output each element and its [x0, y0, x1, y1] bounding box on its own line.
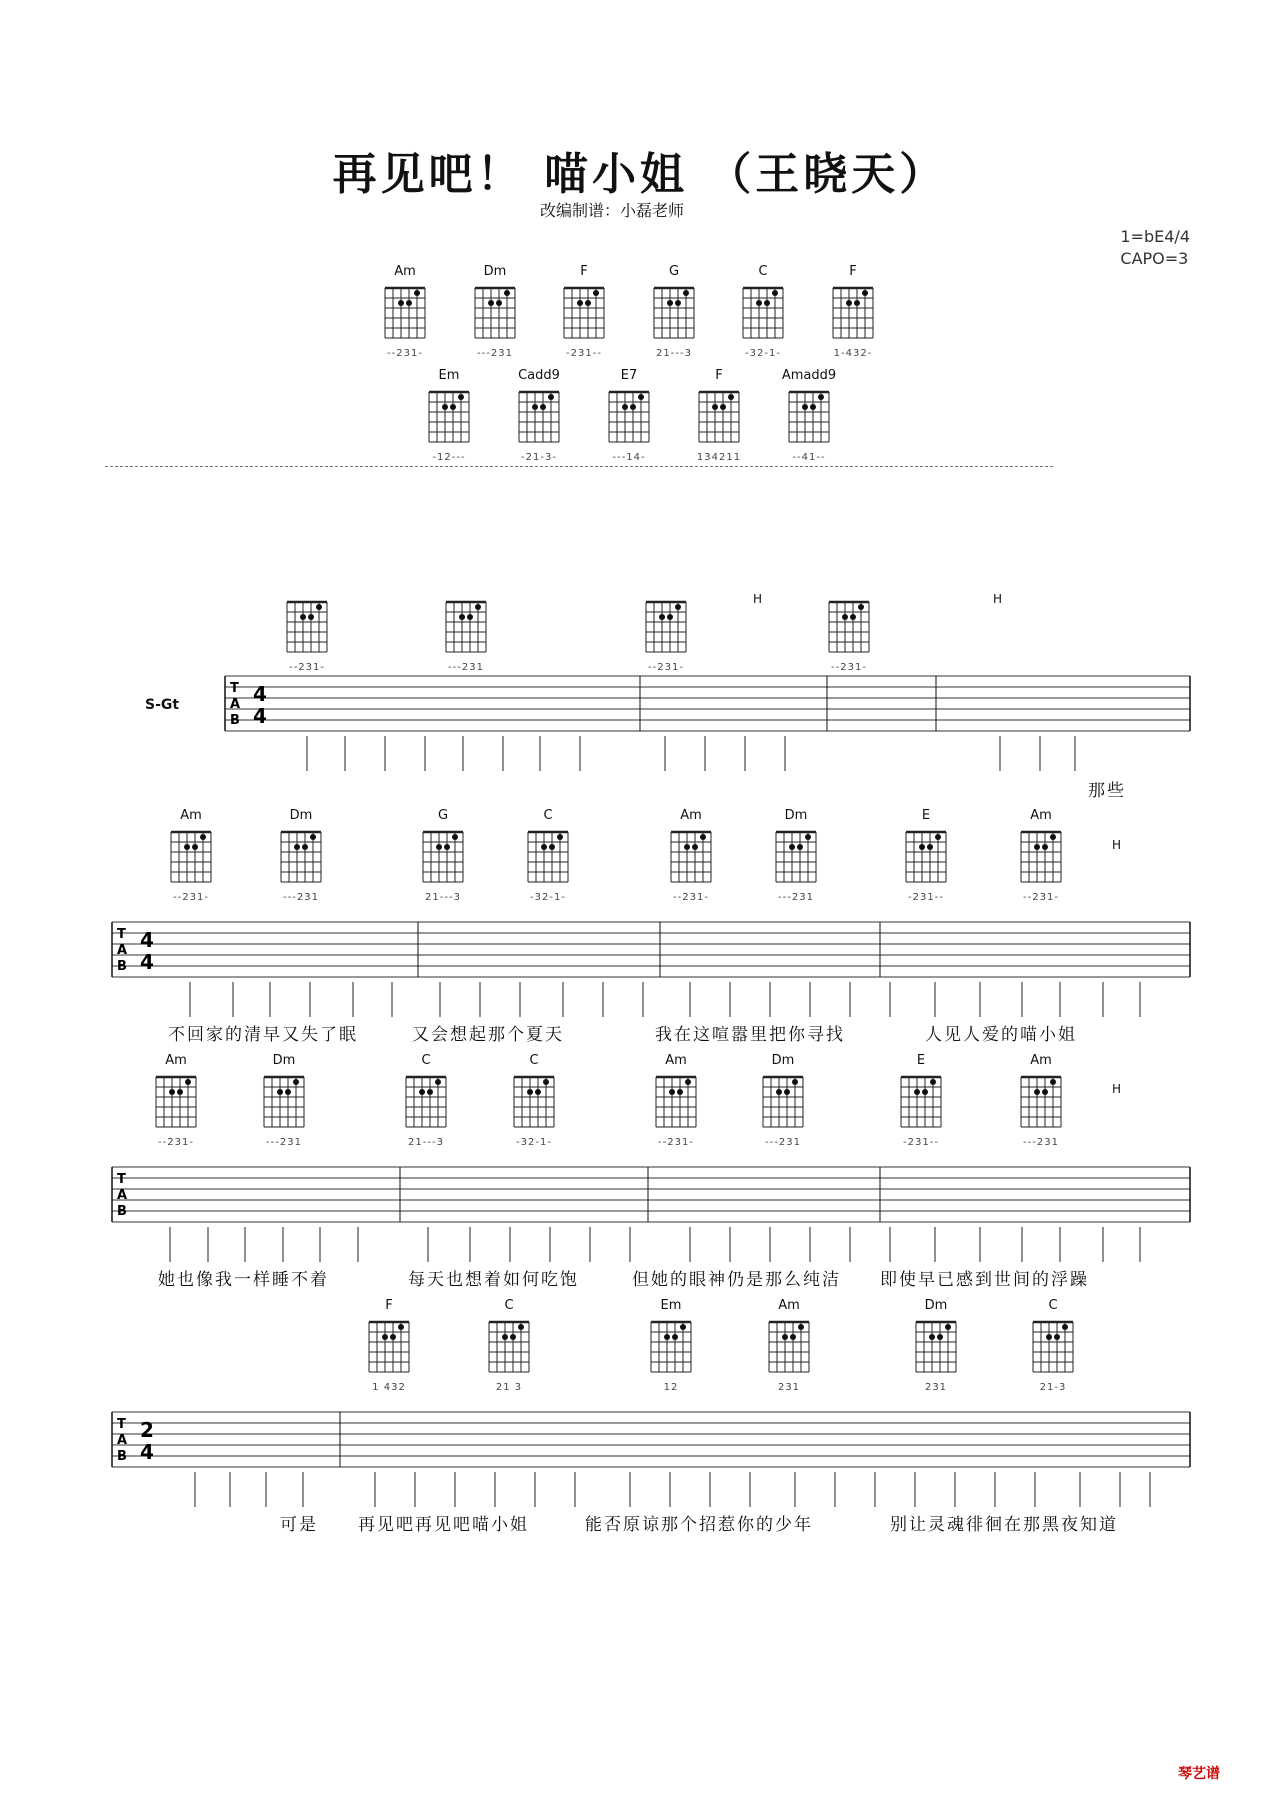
- chord-diagram: [395, 1053, 457, 1148]
- chord-diagram: [418, 368, 480, 463]
- chord-name: C: [421, 1053, 431, 1068]
- chord-fingering: 21 3: [495, 1382, 523, 1393]
- chord-grid: [400, 1069, 452, 1133]
- chord-grid: [910, 1314, 962, 1378]
- chord-name: F: [715, 368, 723, 383]
- chord-fingering: --41--: [792, 452, 826, 463]
- chord-fingering: ---231: [765, 1137, 801, 1148]
- chord-fingering: 134211: [696, 452, 742, 463]
- chord-grid: [763, 1314, 815, 1378]
- chord-diagram: [598, 368, 660, 463]
- chord-name: Cadd9: [518, 368, 560, 383]
- chord-grid: [281, 594, 333, 658]
- chord-name: E: [921, 808, 931, 823]
- chord-fingering: --231-: [158, 1137, 194, 1148]
- chord-grid: [757, 1069, 809, 1133]
- chord-grid: [423, 384, 475, 448]
- chord-grid: [665, 824, 717, 888]
- chord-name: F: [849, 264, 857, 279]
- lyric-line: 那些: [1088, 781, 1126, 801]
- chord-name: Dm: [483, 264, 507, 279]
- chord-grid: [1015, 1069, 1067, 1133]
- chord-name: Em: [660, 1298, 682, 1313]
- chord-diagram: [643, 264, 705, 359]
- chord-fingering: --231-: [673, 892, 709, 903]
- chord-diagram: [890, 1053, 952, 1148]
- svg-text:4: 4: [253, 704, 267, 728]
- chord-grid: [483, 1314, 535, 1378]
- chord-grid: [737, 280, 789, 344]
- chord-diagram: [160, 808, 222, 903]
- chord-name: Am: [180, 808, 202, 823]
- chord-grid: [558, 280, 610, 344]
- svg-text:T: T: [117, 927, 126, 942]
- chord-grid: [513, 384, 565, 448]
- chord-fingering: 231: [777, 1382, 801, 1393]
- section-divider: [105, 466, 1053, 467]
- chord-diagram: [517, 808, 579, 903]
- lyric-line: 人见人爱的喵小姐: [925, 1025, 1077, 1045]
- chord-fingering: --231-: [831, 662, 867, 673]
- chord-grid: [900, 824, 952, 888]
- chord-grid: [469, 280, 521, 344]
- chord-diagram: [270, 808, 332, 903]
- chord-diagram: [778, 368, 840, 463]
- page-title: 再见吧！ 喵小姐 （王晓天）: [332, 149, 948, 200]
- hammer-marker: H: [753, 592, 763, 606]
- chord-name: Am: [394, 264, 416, 279]
- chord-diagram: [1022, 1298, 1084, 1393]
- chord-diagram: [358, 1298, 420, 1393]
- chord-name: Dm: [784, 808, 808, 823]
- svg-text:4: 4: [253, 682, 267, 706]
- chord-fingering: 21---3: [425, 892, 461, 903]
- chord-diagram: [905, 1298, 967, 1393]
- chord-diagram: [758, 1298, 820, 1393]
- svg-text:4: 4: [140, 1440, 154, 1464]
- svg-text:A: A: [117, 943, 128, 958]
- chord-fingering: ---231: [448, 662, 484, 673]
- lyric-line: 再见吧再见吧喵小姐: [358, 1515, 529, 1535]
- svg-text:4: 4: [140, 950, 154, 974]
- chord-diagram: [412, 808, 474, 903]
- chord-fingering: 12: [663, 1382, 679, 1393]
- chord-grid: [645, 1314, 697, 1378]
- chord-fingering: -32-1-: [745, 348, 781, 359]
- chord-grid: [1027, 1314, 1079, 1378]
- arranger-credit: 改编制谱：小磊老师: [540, 201, 685, 220]
- chord-name: [818, 578, 880, 594]
- chord-grid: [648, 280, 700, 344]
- chord-name: F: [385, 1298, 393, 1313]
- chord-fingering: ---14-: [612, 452, 646, 463]
- lyric-line: 她也像我一样睡不着: [158, 1270, 329, 1290]
- svg-text:B: B: [230, 713, 240, 728]
- chord-fingering: 21---3: [408, 1137, 444, 1148]
- chord-fingering: -32-1-: [530, 892, 566, 903]
- chord-name: C: [1048, 1298, 1058, 1313]
- chord-name: G: [668, 264, 680, 279]
- key-signature: 1=bE4/4: [1120, 227, 1190, 246]
- chord-diagram: [732, 264, 794, 359]
- lyric-line: 但她的眼神仍是那么纯洁: [632, 1270, 841, 1290]
- hammer-marker: H: [993, 592, 1003, 606]
- chord-grid: [650, 1069, 702, 1133]
- lyric-line: 每天也想着如何吃饱: [408, 1270, 579, 1290]
- lyric-line: 可是: [280, 1515, 318, 1535]
- chord-fingering: -231--: [566, 348, 602, 359]
- chord-name: Am: [665, 1053, 687, 1068]
- chord-fingering: -231--: [908, 892, 944, 903]
- chord-name: C: [504, 1298, 514, 1313]
- chord-diagram: [660, 808, 722, 903]
- lyric-line: 我在这喧嚣里把你寻找: [655, 1025, 845, 1045]
- chord-diagram: [503, 1053, 565, 1148]
- chord-fingering: ---231: [1023, 1137, 1059, 1148]
- chord-fingering: --231-: [1023, 892, 1059, 903]
- chord-fingering: 1-432-: [833, 348, 873, 359]
- svg-text:2: 2: [140, 1418, 154, 1442]
- chord-grid: [508, 1069, 560, 1133]
- chord-diagram: [435, 578, 497, 673]
- chord-name: Dm: [924, 1298, 948, 1313]
- chord-fingering: --231-: [289, 662, 325, 673]
- chord-diagram: [1010, 1053, 1072, 1148]
- chord-fingering: ---231: [283, 892, 319, 903]
- svg-text:T: T: [117, 1417, 126, 1432]
- chord-diagram: [553, 264, 615, 359]
- svg-text:A: A: [117, 1188, 128, 1203]
- svg-text:4: 4: [140, 928, 154, 952]
- chord-fingering: 231: [924, 1382, 948, 1393]
- chord-name: Dm: [272, 1053, 296, 1068]
- chord-diagram: [635, 578, 697, 673]
- chord-grid: [1015, 824, 1067, 888]
- chord-name: Em: [438, 368, 460, 383]
- chord-grid: [522, 824, 574, 888]
- chord-diagram: [765, 808, 827, 903]
- chord-fingering: --231-: [648, 662, 684, 673]
- chord-name: Am: [1030, 1053, 1052, 1068]
- chord-diagram: [688, 368, 750, 463]
- chord-diagram: [895, 808, 957, 903]
- lyric-line: 又会想起那个夏天: [412, 1025, 564, 1045]
- chord-diagram: [276, 578, 338, 673]
- chord-grid: [165, 824, 217, 888]
- chord-name: E: [916, 1053, 926, 1068]
- chord-grid: [440, 594, 492, 658]
- svg-text:A: A: [230, 697, 241, 712]
- chord-name: Dm: [771, 1053, 795, 1068]
- chord-name: C: [543, 808, 553, 823]
- chord-grid: [827, 280, 879, 344]
- chord-diagram: [822, 264, 884, 359]
- svg-text:B: B: [117, 1204, 127, 1219]
- chord-diagram: [145, 1053, 207, 1148]
- chord-name: Am: [165, 1053, 187, 1068]
- svg-text:T: T: [230, 681, 239, 696]
- chord-grid: [275, 824, 327, 888]
- hammer-marker: H: [1112, 838, 1122, 852]
- lyric-line: 不回家的清早又失了眠: [168, 1025, 358, 1045]
- chord-diagram: [752, 1053, 814, 1148]
- chord-name: Amadd9: [781, 368, 837, 383]
- chord-fingering: 21---3: [656, 348, 692, 359]
- chord-grid: [363, 1314, 415, 1378]
- track-name: S-Gt: [145, 697, 180, 713]
- brand-logo: 琴艺谱: [1178, 1766, 1220, 1782]
- chord-grid: [823, 594, 875, 658]
- capo-info: CAPO=3: [1120, 249, 1189, 268]
- chord-fingering: ---231: [266, 1137, 302, 1148]
- lyric-line: 即使早已感到世间的浮躁: [880, 1270, 1089, 1290]
- chord-name: Dm: [289, 808, 313, 823]
- chord-fingering: --231-: [173, 892, 209, 903]
- chord-name: C: [529, 1053, 539, 1068]
- svg-text:B: B: [117, 1449, 127, 1464]
- chord-diagram: [374, 264, 436, 359]
- chord-grid: [150, 1069, 202, 1133]
- svg-text:T: T: [117, 1172, 126, 1187]
- chord-diagram: [464, 264, 526, 359]
- key-info: [1120, 226, 1190, 270]
- chord-diagram: [478, 1298, 540, 1393]
- chord-name: E7: [620, 368, 638, 383]
- chord-name: [635, 578, 697, 594]
- chord-fingering: -32-1-: [516, 1137, 552, 1148]
- chord-grid: [603, 384, 655, 448]
- chord-grid: [640, 594, 692, 658]
- chord-diagram: [645, 1053, 707, 1148]
- chord-diagram: [508, 368, 570, 463]
- svg-text:A: A: [117, 1433, 128, 1448]
- chord-name: [276, 578, 338, 594]
- chord-diagram: [640, 1298, 702, 1393]
- chord-name: Am: [778, 1298, 800, 1313]
- chord-grid: [693, 384, 745, 448]
- chord-name: F: [580, 264, 588, 279]
- chord-name: [435, 578, 497, 594]
- chord-fingering: --231-: [387, 348, 423, 359]
- chord-diagram: [818, 578, 880, 673]
- chord-fingering: 1 432: [372, 1382, 406, 1393]
- chord-fingering: 21-3: [1039, 1382, 1067, 1393]
- chord-name: C: [758, 264, 768, 279]
- chord-name: Am: [680, 808, 702, 823]
- chord-diagram: [253, 1053, 315, 1148]
- chord-grid: [417, 824, 469, 888]
- chord-fingering: -231--: [903, 1137, 939, 1148]
- chord-grid: [258, 1069, 310, 1133]
- chord-fingering: -12---: [432, 452, 466, 463]
- lyric-line: 别让灵魂徘徊在那黑夜知道: [890, 1515, 1118, 1535]
- chord-grid: [895, 1069, 947, 1133]
- chord-name: Am: [1030, 808, 1052, 823]
- chord-fingering: --231-: [658, 1137, 694, 1148]
- svg-text:B: B: [117, 959, 127, 974]
- chord-fingering: ---231: [778, 892, 814, 903]
- chord-name: G: [437, 808, 449, 823]
- chord-grid: [379, 280, 431, 344]
- hammer-marker: H: [1112, 1082, 1122, 1096]
- chord-grid: [783, 384, 835, 448]
- chord-fingering: -21-3-: [521, 452, 557, 463]
- chord-grid: [770, 824, 822, 888]
- chord-fingering: ---231: [477, 348, 513, 359]
- lyric-line: 能否原谅那个招惹你的少年: [585, 1515, 813, 1535]
- chord-diagram: [1010, 808, 1072, 903]
